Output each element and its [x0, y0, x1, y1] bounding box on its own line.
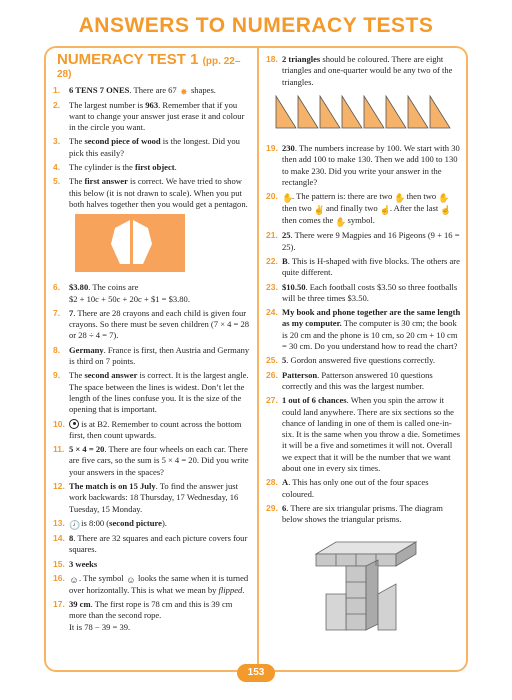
- answer-bold: 230: [282, 143, 295, 154]
- answer-14: [53, 533, 251, 556]
- answer-text: shapes.: [188, 84, 216, 95]
- answer-number: 14.: [53, 532, 65, 543]
- answer-bold: second picture: [109, 517, 162, 528]
- answer-text: $2 + 10c + 50c + 20c + $1 = $3.80.: [69, 293, 190, 304]
- answer-6: [53, 282, 251, 305]
- page-number-badge: 153: [237, 664, 275, 682]
- answer-text: . This is H-shaped with five blocks. The others are quite different.: [282, 255, 460, 278]
- test-pages: (pp. 22–28): [57, 56, 241, 81]
- answer-20: [266, 191, 462, 227]
- answer-2: [53, 100, 251, 134]
- answer-25: [266, 355, 462, 366]
- answer-23: [266, 282, 462, 305]
- smiley-icon: ☺: [126, 574, 136, 585]
- answer-number: 29.: [266, 502, 278, 513]
- answer-3: [53, 136, 251, 159]
- answer-bold: 6: [282, 502, 287, 513]
- answer-text: . This has only one out of the four spaces coloured.: [282, 477, 429, 499]
- triangles-diagram: [272, 92, 462, 135]
- answer-number: 18.: [266, 54, 278, 64]
- answer-bold: first object: [134, 162, 175, 173]
- answer-text: The largest number is: [69, 99, 146, 110]
- answer-1: [53, 85, 251, 97]
- answer-text: . After the last: [389, 203, 441, 214]
- answer-text: ).: [161, 517, 167, 528]
- flower-icon: ✸: [180, 86, 188, 97]
- column-divider: [257, 48, 259, 668]
- hand-one-finger-icon: ☝: [440, 205, 452, 216]
- page-title: ANSWERS TO NUMERACY TESTS: [78, 14, 434, 37]
- answer-bold: 3 weeks: [69, 558, 98, 569]
- answer-text: . When you spin the arrow it could land anywhere. There are six sections so the chance of landing in one of them is called one-in-six. It is the same when you throw a die. Sometimes it will be a five and sometimes it will not. Overall we expect that it will be the number that we want about one in every six times.: [282, 395, 461, 474]
- answer-bold: $3.80: [69, 282, 89, 293]
- answer-text: symbol.: [345, 215, 375, 226]
- answer-text: then two: [404, 191, 439, 202]
- answer-27: [266, 395, 462, 474]
- answer-number: 21.: [266, 230, 278, 241]
- answer-bold: The match is on 15 July: [69, 481, 156, 492]
- answer-11: [53, 444, 251, 478]
- answer-number: 26.: [266, 369, 278, 380]
- answer-bold: 2 triangles: [282, 54, 321, 64]
- answer-number: 23.: [266, 281, 278, 292]
- answer-bold: 5 × 4 = 20: [69, 444, 105, 455]
- answer-26: [266, 370, 462, 393]
- answer-text: . To find the answer just work backwards: 18 Thursday, 17 Wednesday, 16 Tuesday, 15 Monday.: [69, 481, 239, 514]
- triangular-prisms-illustration: [306, 534, 426, 634]
- answer-bold: 39 cm: [69, 599, 91, 610]
- answer-number: 1.: [53, 84, 61, 95]
- answer-text: . There were 9 Magpies and 16 Pigeons (9 + 16 = 25).: [282, 230, 460, 252]
- answer-number: 7.: [53, 307, 61, 318]
- answer-text: . The symbol: [79, 572, 126, 583]
- answer-text: The: [69, 370, 85, 381]
- answer-18: [266, 54, 462, 88]
- answer-text: is at B2. Remember to count across the bottom first, then count upwards.: [69, 418, 242, 440]
- answer-9: [53, 370, 251, 415]
- answer-number: 3.: [53, 136, 61, 147]
- answer-text: is correct. We have tried to show this below (it is not drawn to scale). When you put both halves together then you would get a pentagon.: [69, 176, 248, 209]
- clock-icon: 🕗: [69, 519, 81, 530]
- answer-bold: 1 out of 6 chances: [282, 395, 347, 406]
- answer-bold: 6 TENS 7 ONES: [69, 84, 130, 95]
- answer-text: The: [69, 176, 85, 187]
- hand-open-icon: ✋: [394, 193, 406, 204]
- answer-bold: My book and phone together are the same length as my computer.: [282, 307, 461, 329]
- answer-text: . Remember that if you want to change your answer just erase it and colour in the circle you want.: [69, 99, 245, 133]
- smiley-icon: ☺: [69, 574, 79, 585]
- answer-number: 16.: [53, 572, 65, 583]
- hand-one-finger-icon: ☝: [379, 205, 392, 216]
- answer-text: . France is first, then Austria and Germany is third on 7 points.: [69, 344, 250, 367]
- pentagon-halves-illustration: [75, 214, 185, 272]
- answer-bold: Germany: [69, 344, 104, 355]
- answer-text: then two: [282, 203, 314, 214]
- answer-17: [53, 599, 251, 633]
- answer-text: .: [174, 162, 177, 173]
- answer-number: 4.: [53, 162, 61, 173]
- answer-21: [266, 230, 462, 253]
- answer-italic: flipped: [218, 584, 243, 595]
- answer-19: [266, 143, 462, 188]
- answer-text: should be coloured. There are eight triangles and one-quarter would be any two of the triangles.: [282, 54, 453, 87]
- answer-bold: second answer: [84, 370, 138, 381]
- answer-number: 24.: [266, 307, 278, 318]
- answer-8: [53, 345, 251, 368]
- answer-number: 13.: [53, 517, 65, 528]
- answer-4: [53, 162, 251, 173]
- answer-text: is correct. It is the largest angle. The space between the lines is widest. Don’t let the length of the lines confuse you. It is the size of the opening that is important.: [69, 370, 249, 415]
- answer-text: The computer is 30 cm; the book is 20 cm and the phone is 10 cm, so 20 cm + 10 cm = 30 cm. Do you understand how to read the chart?: [282, 318, 458, 352]
- answer-text: The cylinder is the: [69, 162, 135, 173]
- answer-text: . The first rope is 78 cm and this is 39 cm more than the second rope.: [69, 599, 233, 621]
- answer-number: 20.: [266, 191, 278, 202]
- answer-bold: 5: [282, 355, 287, 366]
- right-column: [266, 54, 462, 637]
- answer-text: is 8:00 (: [79, 517, 110, 528]
- answer-bold: Patterson: [282, 369, 318, 380]
- answer-text: The: [69, 136, 85, 147]
- answer-5: [53, 176, 251, 210]
- answer-number: 22.: [266, 255, 278, 266]
- answer-bold: A: [282, 477, 289, 488]
- answer-29: [266, 503, 462, 526]
- answer-text: . There are four wheels on each car. There are five cars, so the sum is 5 × 4 = 20. Did you write your answers in the spaces?: [69, 444, 249, 477]
- answer-bold: 25: [282, 230, 291, 241]
- answer-number: 6.: [53, 282, 61, 293]
- hand-open-icon: ✋: [282, 193, 294, 204]
- hand-two-fingers-icon: ✌: [313, 205, 326, 216]
- answer-bold: first answer: [84, 176, 128, 187]
- answer-number: 9.: [53, 370, 61, 381]
- answer-number: 17.: [53, 599, 65, 610]
- answer-text: . There are 32 squares and each picture covers four squares.: [69, 532, 248, 555]
- answer-15: [53, 559, 251, 570]
- answer-text: . The coins are: [88, 282, 139, 293]
- answer-text: looks the same when it is turned over horizontally. This is what we mean by: [69, 572, 249, 595]
- answer-text: and finally two: [323, 203, 380, 214]
- answer-number: 27.: [266, 395, 278, 406]
- pentagon-diagram: [75, 214, 185, 272]
- answer-number: 12.: [53, 481, 65, 492]
- answer-22: [266, 256, 462, 279]
- answer-bold: second piece of wood: [84, 136, 161, 147]
- answer-number: 5.: [53, 176, 61, 187]
- left-column: [53, 51, 251, 636]
- answer-text: then comes the: [282, 215, 336, 226]
- answer-text: . There are six triangular prisms. The diagram below shows the triangular prisms.: [282, 502, 443, 525]
- answer-28: [266, 477, 462, 500]
- answer-text: . The pattern is: there are two: [292, 191, 395, 202]
- answer-text: is the longest. Did you pick this easily?: [69, 136, 240, 158]
- answer-number: 11.: [53, 444, 65, 455]
- test-title: [57, 51, 251, 81]
- answer-10: [53, 419, 251, 442]
- answer-12: [53, 481, 251, 515]
- answer-bold: $10.50: [282, 281, 306, 292]
- answer-text: . Patterson answered 10 questions correctly and this was the largest number.: [282, 369, 433, 391]
- answer-bold: 963: [145, 99, 159, 110]
- answer-7: [53, 308, 251, 342]
- hand-open-icon: ✋: [335, 217, 347, 228]
- answer-number: 2.: [53, 99, 61, 110]
- triangles-illustration: [272, 92, 452, 132]
- hand-three-fingers-icon: ✋: [438, 193, 450, 204]
- answer-text: .: [242, 584, 245, 595]
- answer-text: . Each football costs $3.50 so three footballs will be three times $3.50.: [282, 281, 458, 303]
- answer-number: 28.: [266, 477, 278, 488]
- answer-13: [53, 518, 251, 530]
- answer-number: 10.: [53, 418, 65, 429]
- answer-24: [266, 307, 462, 352]
- answer-bold: 8: [69, 532, 74, 543]
- answer-text: . Gordon answered five questions correctly.: [286, 355, 436, 366]
- test-title-text: NUMERACY TEST 1: [57, 51, 199, 68]
- answer-text: . There are 28 crayons and each child is given four crayons. So there must be seven children (7 × 4 = 28 or 28 ÷ 4 = 7).: [69, 307, 250, 341]
- answer-text: It is 78 − 39 = 39.: [69, 621, 131, 632]
- answer-bold: B: [282, 255, 288, 266]
- answer-16: [53, 573, 251, 596]
- answer-text: . There are 67: [129, 84, 179, 95]
- answer-number: 19.: [266, 143, 278, 154]
- answer-number: 15.: [53, 558, 65, 569]
- answer-number: 8.: [53, 344, 61, 355]
- answer-text: . The numbers increase by 100. We start with 30 then add 100 to make 130. Then we add 100 to 130 to make 230. Did you write your answer in the rectangle?: [282, 143, 460, 188]
- circled-dot-icon: [69, 419, 79, 429]
- prisms-diagram: [306, 534, 462, 637]
- answer-bold: 7: [69, 307, 74, 318]
- answer-number: 25.: [266, 355, 278, 366]
